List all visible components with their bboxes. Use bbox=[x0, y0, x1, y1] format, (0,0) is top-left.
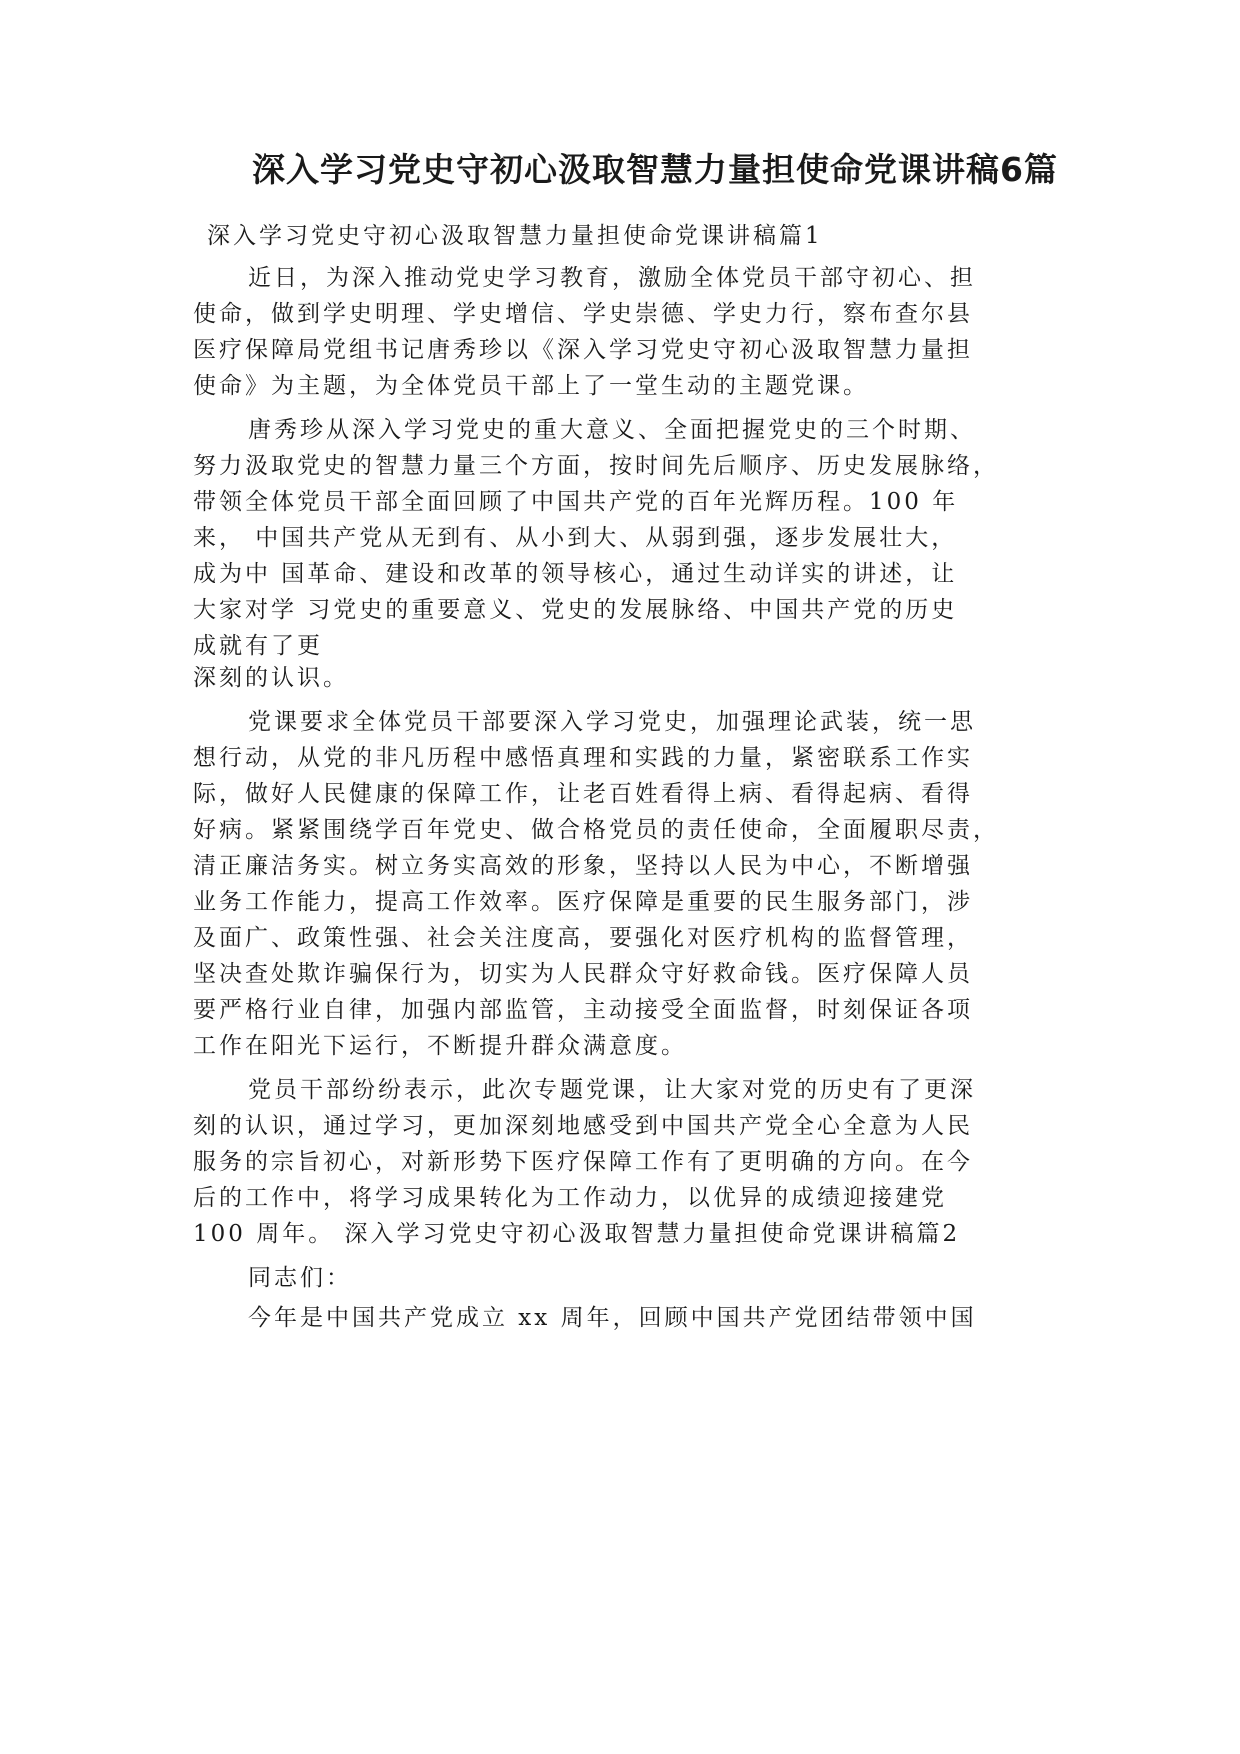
paragraph-line: 党员干部纷纷表示，此次专题党课，让大家对党的历史有了更深 bbox=[248, 1077, 976, 1103]
paragraph-line: 深刻的认识。 bbox=[193, 665, 349, 691]
page-title: 深入学习党史守初心汲取智慧力量担使命党课讲稿6篇 bbox=[252, 150, 1058, 189]
paragraph-line: 清正廉洁务实。树立务实高效的形象，坚持以人民为中心，不断增强 bbox=[193, 853, 973, 879]
paragraph-line: 成就有了更 bbox=[193, 633, 323, 659]
paragraph-line: 业务工作能力，提高工作效率。医疗保障是重要的民生服务部门，涉 bbox=[193, 889, 973, 915]
paragraph-line: 成为中 国革命、建设和改革的领导核心，通过生动详实的讲述，让 bbox=[193, 561, 958, 587]
paragraph-line: 要严格行业自律，加强内部监管，主动接受全面监督，时刻保证各项 bbox=[193, 997, 973, 1023]
paragraph-line: 医疗保障局党组书记唐秀珍以《深入学习党史守初心汲取智慧力量担 bbox=[193, 337, 973, 363]
paragraph-line: 后的工作中，将学习成果转化为工作动力，以优异的成绩迎接建党 bbox=[193, 1185, 947, 1211]
paragraph-line: 近日，为深入推动党史学习教育，激励全体党员干部守初心、担 bbox=[248, 265, 976, 291]
paragraph-line: 唐秀珍从深入学习党史的重大意义、全面把握党史的三个时期、 bbox=[248, 417, 976, 443]
paragraph-line: 工作在阳光下运行，不断提升群众满意度。 bbox=[193, 1033, 687, 1059]
paragraph-line: 大家对学 习党史的重要意义、党史的发展脉络、中国共产党的历史 bbox=[193, 597, 958, 623]
section-heading: 深入学习党史守初心汲取智慧力量担使命党课讲稿篇1 bbox=[207, 223, 823, 249]
paragraph-line: 带领全体党员干部全面回顾了中国共产党的百年光辉历程。100 年 bbox=[193, 489, 959, 515]
paragraph-line: 努力汲取党史的智慧力量三个方面，按时间先后顺序、历史发展脉络， bbox=[193, 453, 999, 479]
paragraph-line: 同志们： bbox=[248, 1265, 352, 1291]
paragraph-line: 服务的宗旨初心，对新形势下医疗保障工作有了更明确的方向。在今 bbox=[193, 1149, 973, 1175]
paragraph-line: 使命，做到学史明理、学史增信、学史崇德、学史力行，察布查尔县 bbox=[193, 301, 973, 327]
paragraph-line: 今年是中国共产党成立 xx 周年，回顾中国共产党团结带领中国 bbox=[248, 1305, 977, 1331]
paragraph-line: 使命》为主题，为全体党员干部上了一堂生动的主题党课。 bbox=[193, 373, 869, 399]
paragraph-line: 100 周年。 深入学习党史守初心汲取智慧力量担使命党课讲稿篇2 bbox=[193, 1221, 961, 1247]
paragraph-line: 来， 中国共产党从无到有、从小到大、从弱到强，逐步发展壮大， bbox=[193, 525, 958, 551]
paragraph-line: 际，做好人民健康的保障工作，让老百姓看得上病、看得起病、看得 bbox=[193, 781, 973, 807]
paragraph-line: 刻的认识，通过学习，更加深刻地感受到中国共产党全心全意为人民 bbox=[193, 1113, 973, 1139]
paragraph-line: 及面广、政策性强、社会关注度高，要强化对医疗机构的监督管理， bbox=[193, 925, 973, 951]
paragraph-line: 好病。紧紧围绕学百年党史、做合格党员的责任使命，全面履职尽责， bbox=[193, 817, 999, 843]
paragraph-line: 坚决查处欺诈骗保行为，切实为人民群众守好救命钱。医疗保障人员 bbox=[193, 961, 973, 987]
paragraph-line: 党课要求全体党员干部要深入学习党史，加强理论武装，统一思 bbox=[248, 709, 976, 735]
paragraph-line: 想行动，从党的非凡历程中感悟真理和实践的力量，紧密联系工作实 bbox=[193, 745, 973, 771]
